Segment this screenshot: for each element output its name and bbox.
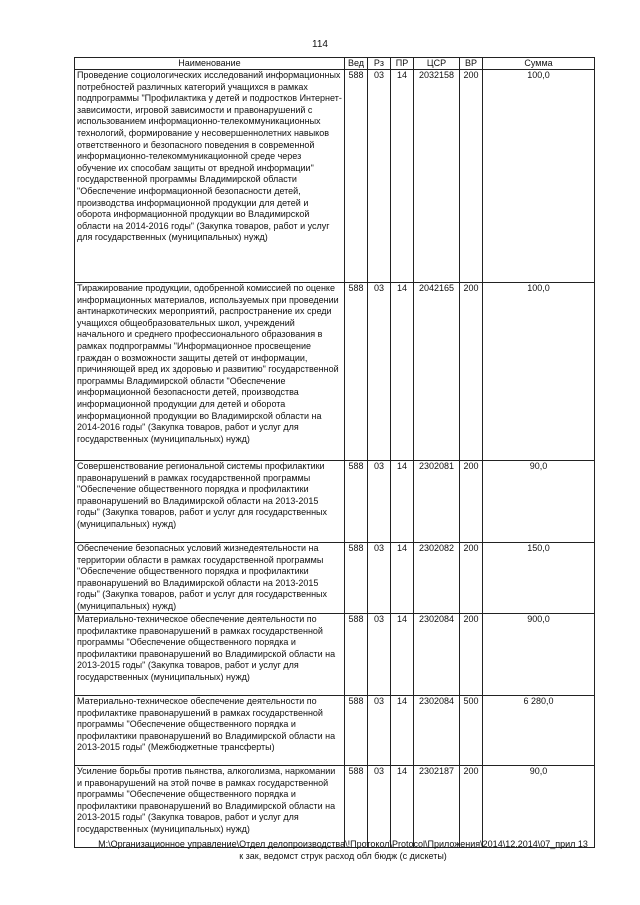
row-rz: 03 [368, 461, 391, 543]
table-row [75, 543, 595, 614]
table-row [75, 461, 595, 543]
row-sum: 100,0 [483, 283, 595, 461]
page-number: 114 [312, 39, 328, 50]
row-ved: 588 [345, 696, 368, 766]
row-csr: 2302082 [414, 543, 460, 614]
file-path-footer [88, 838, 598, 862]
row-sum: 150,0 [483, 543, 595, 614]
row-sum: 900,0 [483, 614, 595, 696]
footer-description-line: к зак, ведомст струк расход обл бюдж (с дискеты) [239, 851, 447, 861]
row-csr: 2302081 [414, 461, 460, 543]
header-pr: ПР [391, 58, 414, 70]
row-pr: 14 [391, 283, 414, 461]
header-sum: Сумма [483, 58, 595, 70]
row-csr: 2042165 [414, 283, 460, 461]
table-row [75, 70, 595, 283]
header-csr: ЦСР [414, 58, 460, 70]
row-vr: 200 [460, 461, 483, 543]
row-vr: 200 [460, 614, 483, 696]
header-rz: Рз [368, 58, 391, 70]
table-row [75, 283, 595, 461]
row-vr: 200 [460, 283, 483, 461]
row-pr: 14 [391, 461, 414, 543]
table-row [75, 614, 595, 696]
row-vr: 500 [460, 696, 483, 766]
row-csr: 2302084 [414, 696, 460, 766]
row-pr: 14 [391, 70, 414, 283]
row-sum: 6 280,0 [483, 696, 595, 766]
row-csr: 2302187 [414, 766, 460, 848]
row-name: Совершенствование региональной системы профилактики правонарушений в рамках государственной программы "Обеспечение общественного порядка и профилактики правонарушений во Владимирской области на 2013-2015 годы" (Закупка товаров, работ и услуг для государственных (муниципальных) нужд) [75, 461, 345, 543]
row-rz: 03 [368, 70, 391, 283]
row-rz: 03 [368, 543, 391, 614]
table-row [75, 766, 595, 848]
row-name: Материально-техническое обеспечение деятельности по профилактике правонарушений в рамках государственной программы "Обеспечение общественного порядка и профилактики правонарушений во Владимирской области на 2013-2015 годы" (Закупка товаров, работ и услуг для государственных (муниципальных) нужд) [75, 614, 345, 696]
row-ved: 588 [345, 461, 368, 543]
row-csr: 2302084 [414, 614, 460, 696]
row-pr: 14 [391, 766, 414, 848]
row-ved: 588 [345, 283, 368, 461]
row-ved: 588 [345, 70, 368, 283]
table-row [75, 696, 595, 766]
row-name: Усиление борьбы против пьянства, алкоголизма, наркомании и правонарушений на этой почве в рамках государственной программы "Обеспечение общественного порядка и профилактики правонарушений во Владимирской области на 2013-2015 годы" (Закупка товаров, работ и услуг для государственных (муниципальных) нужд) [75, 766, 345, 848]
row-rz: 03 [368, 283, 391, 461]
row-csr: 2032158 [414, 70, 460, 283]
row-sum: 90,0 [483, 461, 595, 543]
header-ved: Вед [345, 58, 368, 70]
row-name: Материально-техническое обеспечение деятельности по профилактике правонарушений в рамках государственной программы "Обеспечение общественного порядка и профилактики правонарушений во Владимирской области на 2013-2015 годы" (Межбюджетные трансферты) [75, 696, 345, 766]
header-vr: ВР [460, 58, 483, 70]
row-rz: 03 [368, 766, 391, 848]
row-ved: 588 [345, 766, 368, 848]
row-pr: 14 [391, 614, 414, 696]
row-name: Тиражирование продукции, одобренной комиссией по оценке информационных материалов, используемых при проведении антинаркотических мероприятий, распространение их среди учащихся общеобразовательных школ, учреждений начального и среднего профессионального образования в рамках подпрограммы "Информационное просвещение граждан о возможности защиты детей от информации, причиняющей вред их здоровью и развитию" государственной программы Владимирской области "Обеспечение информационной безопасности детей, производства информационной продукции для детей и оборота информационной продукции во Владимирской области на 2014-2016 годы" (Закупка товаров, работ и услуг для государственных (муниципальных) нужд) [75, 283, 345, 461]
row-sum: 100,0 [483, 70, 595, 283]
row-sum: 90,0 [483, 766, 595, 848]
row-pr: 14 [391, 543, 414, 614]
row-ved: 588 [345, 614, 368, 696]
budget-table [74, 57, 595, 848]
row-rz: 03 [368, 614, 391, 696]
row-rz: 03 [368, 696, 391, 766]
row-name: Проведение социологических исследований информационных потребностей различных категорий учащихся в рамках подпрограммы "Профилактика у детей и подростков Интернет-зависимости, игровой зависимости и правонарушений с использованием информационно-телекоммуникационных технологий, формирование у несовершеннолетних навыков ответственного и безопасного поведения в современной информационно-телекоммуникационной среде через обучение их способам защиты от вредной информации" государственной программы Владимирской области "Обеспечение информационной безопасности детей, производства информационной продукции для детей и оборота информационной продукции во Владимирской области на 2014-2016 годы" (Закупка товаров, работ и услуг для государственных (муниципальных) нужд) [75, 70, 345, 283]
row-vr: 200 [460, 543, 483, 614]
row-vr: 200 [460, 766, 483, 848]
table-header-row [75, 58, 595, 70]
footer-path-line: M:\Организационное управление\Отдел делопроизводства\!Протокол\Protocol\Приложения\2014\12.2014\07_прил 13 [98, 839, 588, 849]
row-vr: 200 [460, 70, 483, 283]
header-name: Наименование [75, 58, 345, 70]
row-pr: 14 [391, 696, 414, 766]
row-ved: 588 [345, 543, 368, 614]
row-name: Обеспечение безопасных условий жизнедеятельности на территории области в рамках государственной программы "Обеспечение общественного порядка и профилактики правонарушений во Владимирской области на 2013-2015 годы" (Закупка товаров, работ и услуг для государственных (муниципальных) нужд) [75, 543, 345, 614]
